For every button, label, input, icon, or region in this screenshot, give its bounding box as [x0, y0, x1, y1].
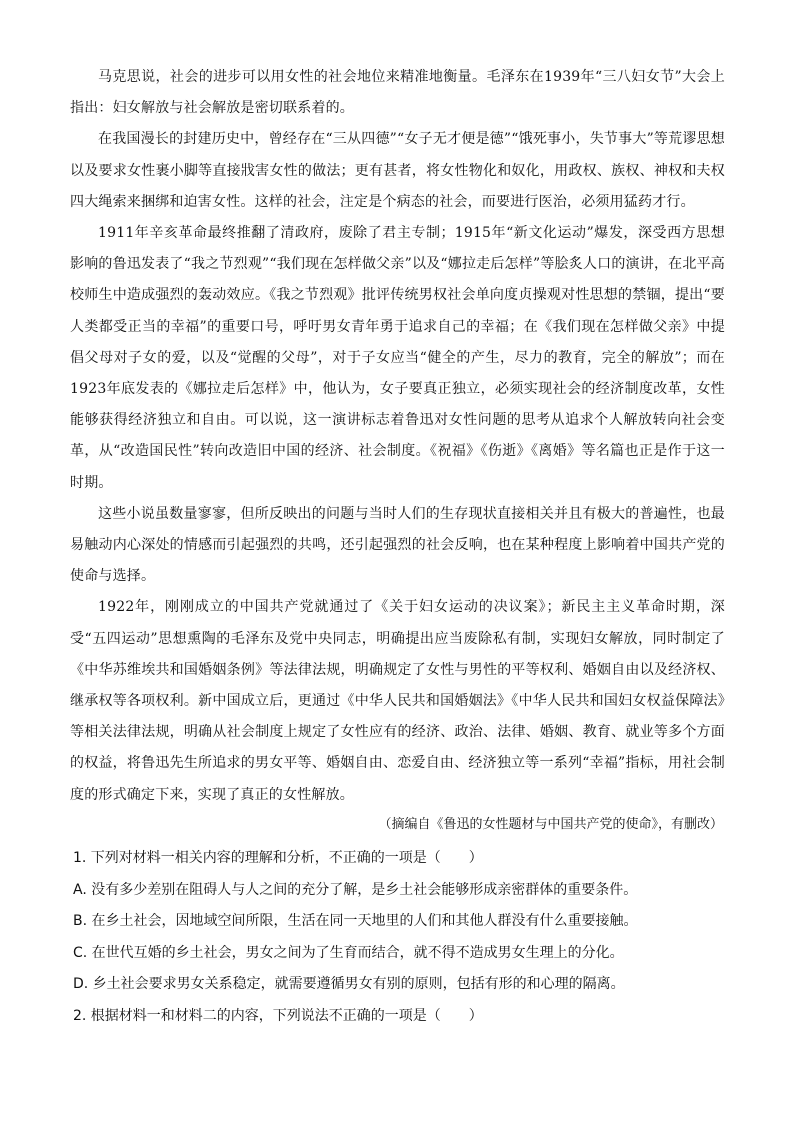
question-1-option-d: D. 乡土社会要求男女关系稳定，就需要遵循男女有别的原则，包括有形的和心理的隔离。 — [73, 976, 625, 992]
question-section — [73, 843, 733, 1032]
question-1-option-c: C. 在世代互婚的乡土社会，男女之间为了生育而结合，就不得不造成男女生理上的分化。 — [73, 944, 624, 961]
paragraph: 1922年，刚刚成立的中国共产党就通过了《关于妇女运动的决议案》；新民主主义革命时期，深受“五四运动”思想熏陶的毛泽东及党中央同志，明确提出应当废除私有制，实现妇女解放，同时制定了《中华苏维埃共和国婚姻条例》等法律法规，明确规定了女性与男性的平等权利、婚姻自由以及经济权、继承权等各项权利。新中国成立后，更通过《中华人民共和国婚姻法》《中华人民共和国妇女权益保障法》等相关法律法规，明确从社会制度上规定了女性应有的经济、政治、法律、婚姻、教育、就业等多个方面的权益，将鲁迅先生所追求的男女平等、婚姻自由、恋爱自由、经济独立等一系列“幸福”指标，用社会制度的形式确定下来，实现了真正的女性解放。 — [70, 599, 725, 803]
paragraph: 1911年辛亥革命最终推翻了清政府，废除了君主专制；1915年“新文化运动”爆发，深受西方思想影响的鲁迅发表了“我之节烈观”“我们现在怎样做父亲”以及“娜拉走后怎样”等脍炙人口的演讲，在北平高校师生中造成强烈的轰动效应。《我之节烈观》批评传统男权社会单向度贞操观对性思想的禁锢，提出“要人类都受正当的幸福”的重要口号，呼吁男女青年勇于追求自己的幸福；在《我们现在怎样做父亲》中提倡父母对子女的爱，以及“觉醒的父母”，对于子女应当“健全的产生，尽力的教育，完全的解放”；而在1923年底发表的《娜拉走后怎样》中，他认为，女子要真正独立，必须实现社会的经济制度改革，女性能够获得经济独立和自由。可以说，这一演讲标志着鲁迅对女性问题的思考从追求个人解放转向社会变革，从“改造国民性”转向改造旧中国的经济、社会制度。《祝福》《伤逝》《离婚》等名篇也正是作于这一时期。 — [70, 225, 725, 491]
paragraph: 在我国漫长的封建历史中，曾经存在“三从四德”“女子无才便是德”“饿死事小，失节事大”等荒谬思想以及要求女性裹小脚等直接戕害女性的做法；更有甚者，将女性物化和奴化，用政权、族权、神权和夫权四大绳索来捆绑和迫害女性。这样的社会，注定是个病态的社会，而要进行医治，必须用猛药才行。 — [70, 131, 725, 210]
question-1-option-a: A. 没有多少差别在阻碍人与人之间的充分了解，是乡土社会能够形成亲密群体的重要条件。 — [73, 881, 638, 898]
article-body — [70, 62, 725, 839]
question-1-option-b: B. 在乡土社会，因地域空间所限，生活在同一天地里的人们和其他人群没有什么重要接触。 — [73, 913, 638, 929]
question-1-stem: 1. 下列对材料一相关内容的理解和分析，不正确的一项是（ ） — [73, 850, 483, 866]
paragraph: 马克思说，社会的进步可以用女性的社会地位来精准地衡量。毛泽东在1939年“三八妇女节”大会上指出：妇女解放与社会解放是密切联系着的。 — [70, 69, 725, 117]
source-citation: （摘编自《鲁迅的女性题材与中国共产党的使命》，有删改） — [378, 816, 723, 832]
question-2-stem: 2. 根据材料一和材料二的内容，下列说法不正确的一项是（ ） — [73, 1007, 483, 1024]
paragraph: 这些小说虽数量寥寥，但所反映出的问题与当时人们的生存现状直接相关并且有极大的普遍性，也最易触动内心深处的情感而引起强烈的共鸣，还引起强烈的社会反响，也在某种程度上影响着中国共产党的使命与选择。 — [70, 505, 725, 585]
